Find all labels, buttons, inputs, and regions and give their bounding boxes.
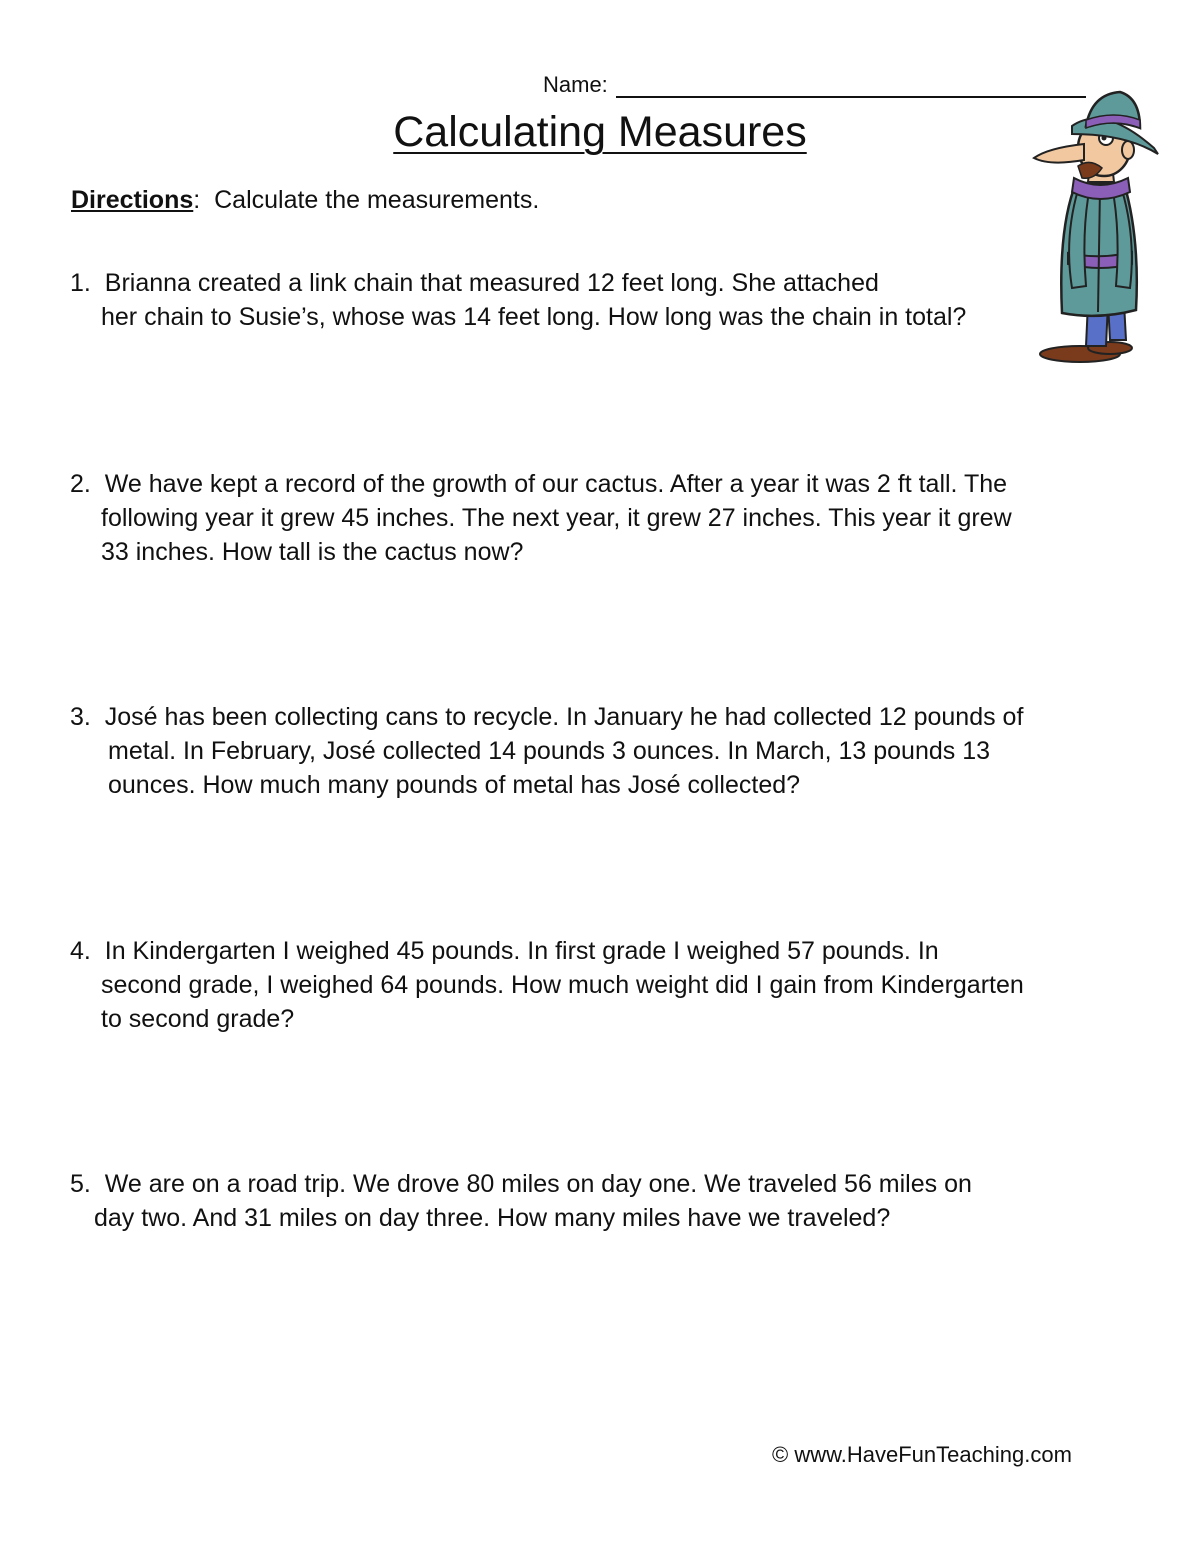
directions: Directions: Calculate the measurements. bbox=[71, 186, 540, 214]
question-line: second grade, I weighed 64 pounds. How much weight did I gain from Kindergarten bbox=[101, 971, 1024, 999]
question-line: day two. And 31 miles on day three. How many miles have we traveled? bbox=[94, 1204, 891, 1232]
question-line bbox=[70, 467, 1012, 501]
question-line: metal. In February, José collected 14 pounds 3 ounces. In March, 13 pounds 13 bbox=[108, 737, 991, 765]
question-text: José has been collecting cans to recycle. In January he had collected 12 pounds of bbox=[104, 703, 1024, 731]
question-line bbox=[70, 700, 1023, 734]
question-text: We have kept a record of the growth of our cactus. After a year it was 2 ft tall. The bbox=[104, 470, 1008, 498]
question-number: 2. bbox=[70, 470, 91, 498]
question-text: We are on a road trip. We drove 80 miles on day one. We traveled 56 miles on bbox=[104, 1170, 972, 1198]
question-3 bbox=[70, 700, 1023, 802]
name-blank-line[interactable] bbox=[616, 72, 1086, 98]
question-1 bbox=[70, 266, 966, 334]
name-field-row bbox=[543, 72, 1086, 98]
question-text: In Kindergarten I weighed 45 pounds. In first grade I weighed 57 pounds. In bbox=[104, 937, 939, 965]
question-line: ounces. How much many pounds of metal has José collected? bbox=[108, 771, 801, 799]
question-number: 5. bbox=[70, 1170, 91, 1198]
detective-cartoon-icon bbox=[1028, 88, 1162, 368]
question-line: her chain to Susie’s, whose was 14 feet long. How long was the chain in total? bbox=[101, 303, 967, 331]
copyright-footer: © www.HaveFunTeaching.com bbox=[772, 1442, 1072, 1467]
question-number: 4. bbox=[70, 937, 91, 965]
question-line bbox=[70, 266, 966, 300]
question-2 bbox=[70, 467, 1012, 569]
question-line bbox=[70, 934, 1024, 968]
name-label: Name: bbox=[543, 72, 608, 97]
question-line: following year it grew 45 inches. The next year, it grew 27 inches. This year it grew bbox=[101, 504, 1012, 532]
question-text: Brianna created a link chain that measured 12 feet long. She attached bbox=[104, 269, 879, 297]
page-title: Calculating Measures bbox=[393, 108, 807, 156]
directions-label: Directions bbox=[71, 186, 194, 214]
question-line: to second grade? bbox=[101, 1005, 295, 1033]
question-4 bbox=[70, 934, 1024, 1036]
question-number: 3. bbox=[70, 703, 91, 731]
question-line: 33 inches. How tall is the cactus now? bbox=[101, 538, 524, 566]
question-line bbox=[70, 1167, 972, 1201]
question-number: 1. bbox=[70, 269, 91, 297]
question-5 bbox=[70, 1167, 972, 1235]
directions-text: Calculate the measurements. bbox=[214, 186, 540, 214]
